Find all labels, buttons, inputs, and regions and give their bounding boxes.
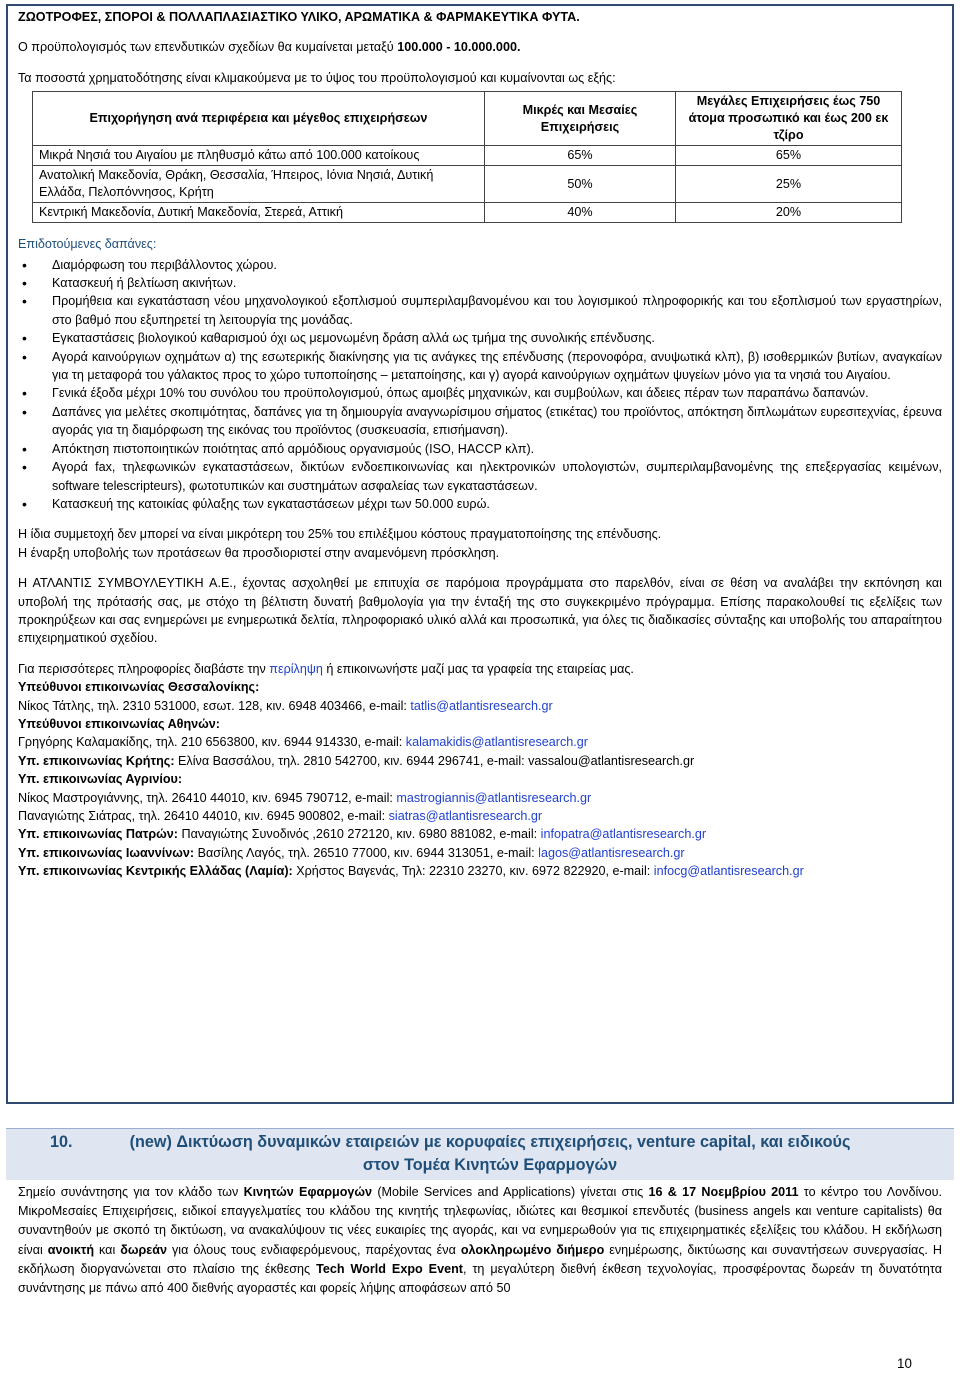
list-item: • Εγκαταστάσεις βιολογικού καθαρισμού όχι ως μεμονωμένη δράση αλλά ως τμήμα της συνολικής επένδυσης.	[18, 329, 942, 347]
list-item: • Διαμόρφωση του περιβάλλοντος χώρου.	[18, 256, 942, 274]
event-date: 16 & 17 Νοεμβρίου 2011	[648, 1185, 799, 1199]
cell-sme: 50%	[484, 166, 675, 203]
email-link[interactable]: infocg@atlantisresearch.gr	[653, 864, 804, 879]
cell-large: 65%	[676, 146, 902, 166]
budget-prefix: Ο προϋπολογισμός των επενδυτικών σχεδίων θα κυμαίνεται μεταξύ	[18, 40, 398, 55]
body-text: για όλους τους ενδιαφερόμενους, παρέχοντας ένα	[167, 1242, 461, 1257]
body-bold: ολοκληρωμένο διήμερο	[460, 1242, 605, 1257]
email-link[interactable]: infopatra@atlantisresearch.gr	[540, 827, 707, 842]
email-link[interactable]: kalamakidis@atlantisresearch.gr	[405, 735, 588, 750]
list-item: • Δαπάνες για μελέτες σκοπιμότητας, δαπάνες για τη δημιουργία αναγνωρίσιμου σήματος (ετικέτας) του προϊόντος, απόκτηση διπλωμάτων ευρεσιτεχνίας, έρευνα αγοράς για τη διαμόρφωση της εικόνας του προϊόντος (συσκευασία, επισήμανση).	[18, 403, 942, 440]
cell-region: Κεντρική Μακεδονία, Δυτική Μακεδονία, Στερεά, Αττική	[33, 203, 485, 223]
list-item: • Απόκτηση πιστοποιητικών ποιότητας από αρμόδιους οργανισμούς (ISO, HACCP κλπ).	[18, 440, 942, 458]
crete-contact	[18, 752, 942, 770]
email-link[interactable]: mastrogiannis@atlantisresearch.gr	[396, 790, 592, 805]
main-content	[18, 8, 942, 881]
contact-text: Χρήστος Βαγενάς, Τηλ: 22310 23270, κιν. 6972 822920, e-mail:	[292, 864, 654, 879]
header-sme: Μικρές και Μεσαίες Επιχειρήσεις	[484, 92, 675, 146]
participation-note: Η ίδια συμμετοχή δεν μπορεί να είναι μικρότερη του 25% του επιλέξιμου κόστους πραγματοποίησης της επένδυσης.	[18, 527, 662, 542]
more-info-suffix: ή επικοινωνήστε μαζί μας τα γραφεία της εταιρείας μας.	[322, 661, 634, 676]
contact-text: Ελίνα Βασσάλου, τηλ. 2810 542700, κιν. 6944 296741, e-mail: vassalou@atlantisresearch.gr	[174, 753, 695, 768]
crete-label: Υπ. επικοινωνίας Κρήτης:	[18, 753, 175, 768]
budget-range: 100.000 - 10.000.000.	[397, 40, 521, 55]
thessaloniki-contact	[18, 697, 942, 715]
body-bold: δωρεάν	[120, 1242, 168, 1257]
cell-sme: 65%	[484, 146, 675, 166]
section-title-line-2: στον Τομέα Κινητών Εφαρμογών	[362, 1156, 618, 1174]
contact-text: Παναγιώτης Συνοδινός ,2610 272120, κιν. 6980 881082, e-mail:	[177, 827, 541, 842]
email-link[interactable]: lagos@atlantisresearch.gr	[538, 845, 685, 860]
body-text: το κέντρο του Λονδίνου. ΜικροΜεσαίες Επιχειρήσεις, ειδικοί επαγγελματίες του κλάδου της κινητής τηλεφωνίας, ιδιώτες και θεσμικοί επενδυτές (business angels και venture capitalists) θα συναντηθούν με σκοπό τη δικτύωση, να ανακαλύψουν τις νέες ευκαιρίες της αγοράς, και να ενημερωθούν για τις επιχειρηματικές εξελίξεις του κλάδου. Η εκδήλωση είναι	[18, 1185, 942, 1257]
body-bold: Κινητών Εφαρμογών	[243, 1185, 373, 1199]
table-row	[33, 166, 902, 203]
rates-intro: Τα ποσοστά χρηματοδότησης είναι κλιμακούμενα με το ύψος του προϋπολογισμού και κυμαίνονται ως εξής:	[18, 70, 616, 85]
patra-label: Υπ. επικοινωνίας Πατρών:	[18, 827, 178, 842]
page-number: 10	[897, 1356, 912, 1371]
category-line: ΖΩΟΤΡΟΦΕΣ, ΣΠΟΡΟΙ & ΠΟΛΛΑΠΛΑΣΙΑΣΤΙΚΟ ΥΛΙΚΟ, ΑΡΩΜΑΤΙΚΑ & ΦΑΡΜΑΚΕΥΤΙΚΑ ΦΥΤΑ.	[18, 10, 580, 24]
section-body	[18, 1183, 942, 1298]
lamia-contact	[18, 862, 942, 880]
ioannina-contact	[18, 844, 942, 862]
body-text: Σημείο συνάντησης για τον κλάδο των	[18, 1185, 244, 1199]
thessaloniki-label: Υπεύθυνοι επικοινωνίας Θεσσαλονίκης:	[18, 680, 260, 695]
cell-large: 25%	[676, 166, 902, 203]
expenses-list	[18, 256, 942, 514]
body-text: (Mobile Services and Applications) γίνεται στις	[372, 1185, 649, 1199]
lamia-label: Υπ. επικοινωνίας Κεντρικής Ελλάδας (Λαμία):	[18, 864, 293, 879]
section-title-line-1: (new) Δικτύωση δυναμικών εταιρειών με κορυφαίες επιχειρήσεις, venture capital, και ειδικούς	[129, 1133, 851, 1151]
agrinio-label: Υπ. επικοινωνίας Αγρινίου:	[18, 772, 183, 787]
athens-contact	[18, 733, 942, 751]
table-row	[33, 146, 902, 166]
cell-large: 20%	[676, 203, 902, 223]
expenses-heading: Επιδοτούμενες δαπάνες:	[18, 237, 157, 252]
contacts-block	[18, 678, 942, 880]
header-region: Επιχορήγηση ανά περιφέρεια και μέγεθος επιχειρήσεων	[33, 92, 485, 146]
contact-text: Βασίλης Λαγός, τηλ. 26510 77000, κιν. 6944 313051, e-mail:	[194, 845, 539, 860]
submission-note: Η έναρξη υποβολής των προτάσεων θα προσδιοριστεί στην αναμενόμενη πρόσκληση.	[18, 545, 500, 560]
summary-link[interactable]: περίληψη	[269, 661, 323, 676]
email-link[interactable]: siatras@atlantisresearch.gr	[388, 809, 543, 823]
cell-sme: 40%	[484, 203, 675, 223]
agrinio-contact-2	[18, 807, 942, 825]
funding-table	[32, 91, 902, 223]
cell-region: Μικρά Νησιά του Αιγαίου με πληθυσμό κάτω από 100.000 κατοίκους	[33, 146, 485, 166]
table-header-row	[33, 92, 902, 146]
cell-region: Ανατολική Μακεδονία, Θράκη, Θεσσαλία, Ήπειρος, Ιόνια Νησιά, Δυτική Ελλάδα, Πελοπόννησος, Κρήτη	[33, 166, 485, 203]
body-text: ενημέρωσης, δικτύωσης και συναντήσεων συνεργασίας. Η εκδήλωση διοργανώνεται στο πλαίσιο της έκθεσης	[18, 1242, 942, 1276]
body-bold: ανοικτή	[47, 1242, 95, 1257]
atlantis-paragraph: Η ΑΤΛΑΝΤΙΣ ΣΥΜΒΟΥΛΕΥΤΙΚΗ Α.Ε., έχοντας ασχοληθεί με επιτυχία σε παρόμοια προγράμματα στο παρελθόν, είναι σε θέση να αναλάβει την εκπόνηση και υποβολή της πρότασής σας, με στόχο τη βέλτιστη δυνατή βαθμολογία για την ένταξή της στο συγκεκριμένο πρόγραμμα. Επίσης παρακολουθεί τις εξελίξεις των προκηρύξεων και σας ενημερώνει με ενημερωτικά δελτία, πληροφοριακό υλικό αλλά και προσωπικά, για όλες τις διαδικασίες σύνταξης και υποβολής του απαραίτητου επιχειρηματικού σχεδίου.	[18, 576, 942, 646]
section-number: 10.	[50, 1133, 73, 1151]
agrinio-contact-1	[18, 789, 942, 807]
contact-text: Παναγιώτης Σιάτρας, τηλ. 26410 44010, κιν. 6945 900802, e-mail:	[18, 809, 389, 823]
body-text: , τη μεγαλύτερη διεθνή έκθεση τεχνολογίας, προσφέροντας δωρεάν τη δυνατότητα συνάντησης με πάνω από 400 διεθνής αγοραστές και φορείς λήψης αποφάσεων από 50	[18, 1261, 943, 1296]
patra-contact	[18, 825, 942, 843]
list-item: • Αγορά καινούργιων οχημάτων α) της εσωτερικής διακίνησης για τις ανάγκες της επένδυσης (περονοφόρα, ανυψωτικά κλπ), β) ισοθερμικών βυτίων, αναγκαίων για τη μεταφορά του γάλακτος προς το χώρο τυποποίησης – μεταποίησης, και γ) αγορά καινούργιων οχημάτων ψυγείων μόνο για τα νησιά του Αιγαίου.	[18, 348, 942, 385]
list-item: • Κατασκευή της κατοικίας φύλαξης των εγκαταστάσεων μέχρι των 50.000 ευρώ.	[18, 495, 942, 513]
list-item: • Κατασκευή ή βελτίωση ακινήτων.	[18, 274, 942, 292]
more-info-line	[18, 660, 942, 678]
ioannina-label: Υπ. επικοινωνίας Ιωαννίνων:	[18, 845, 195, 860]
list-item: • Προμήθεια και εγκατάσταση νέου μηχανολογικού εξοπλισμού συμπεριλαμβανομένου και του λογισμικού πληροφορικής και του εξοπλισμού των εργαστηρίων, στο βαθμό που εξυπηρετεί τη λειτουργία της μονάδας.	[18, 292, 942, 329]
email-link[interactable]: tatlis@atlantisresearch.gr	[410, 698, 553, 713]
budget-line	[18, 38, 942, 56]
more-info-prefix: Για περισσότερες πληροφορίες διαβάστε την	[18, 661, 270, 676]
body-text: και	[94, 1242, 121, 1257]
section-title	[40, 1131, 940, 1177]
list-item: • Γενικά έξοδα μέχρι 10% του συνόλου του προϋπολογισμού, όπως αμοιβές μηχανικών, και συμβούλων, και άδειες πέραν των παραπάνω δαπανών.	[18, 384, 942, 402]
contact-text: Νίκος Τάτλης, τηλ. 2310 531000, εσωτ. 128, κιν. 6948 403466, e-mail:	[18, 698, 411, 713]
contact-text: Νίκος Μαστρογιάννης, τηλ. 26410 44010, κιν. 6945 790712, e-mail:	[18, 790, 397, 805]
header-large: Μεγάλες Επιχειρήσεις έως 750 άτομα προσωπικό και έως 200 εκ τζίρο	[676, 92, 902, 146]
table-row	[33, 203, 902, 223]
list-item: • Αγορά fax, τηλεφωνικών εγκαταστάσεων, δικτύων ενδοεπικοινωνίας και ηλεκτρονικών υπολογιστών, συμπεριλαμβανομένης της επεξεργασίας κειμένων, software telescripteurs), φωτοτυπικών και συστημάτων ασφαλείας των εγκαταστάσεων.	[18, 458, 942, 495]
event-name: Tech World Expo Event	[316, 1261, 463, 1276]
athens-label: Υπεύθυνοι επικοινωνίας Αθηνών:	[18, 716, 220, 731]
contact-text: Γρηγόρης Καλαμακίδης, τηλ. 210 6563800, κιν. 6944 914330, e-mail:	[18, 735, 406, 750]
